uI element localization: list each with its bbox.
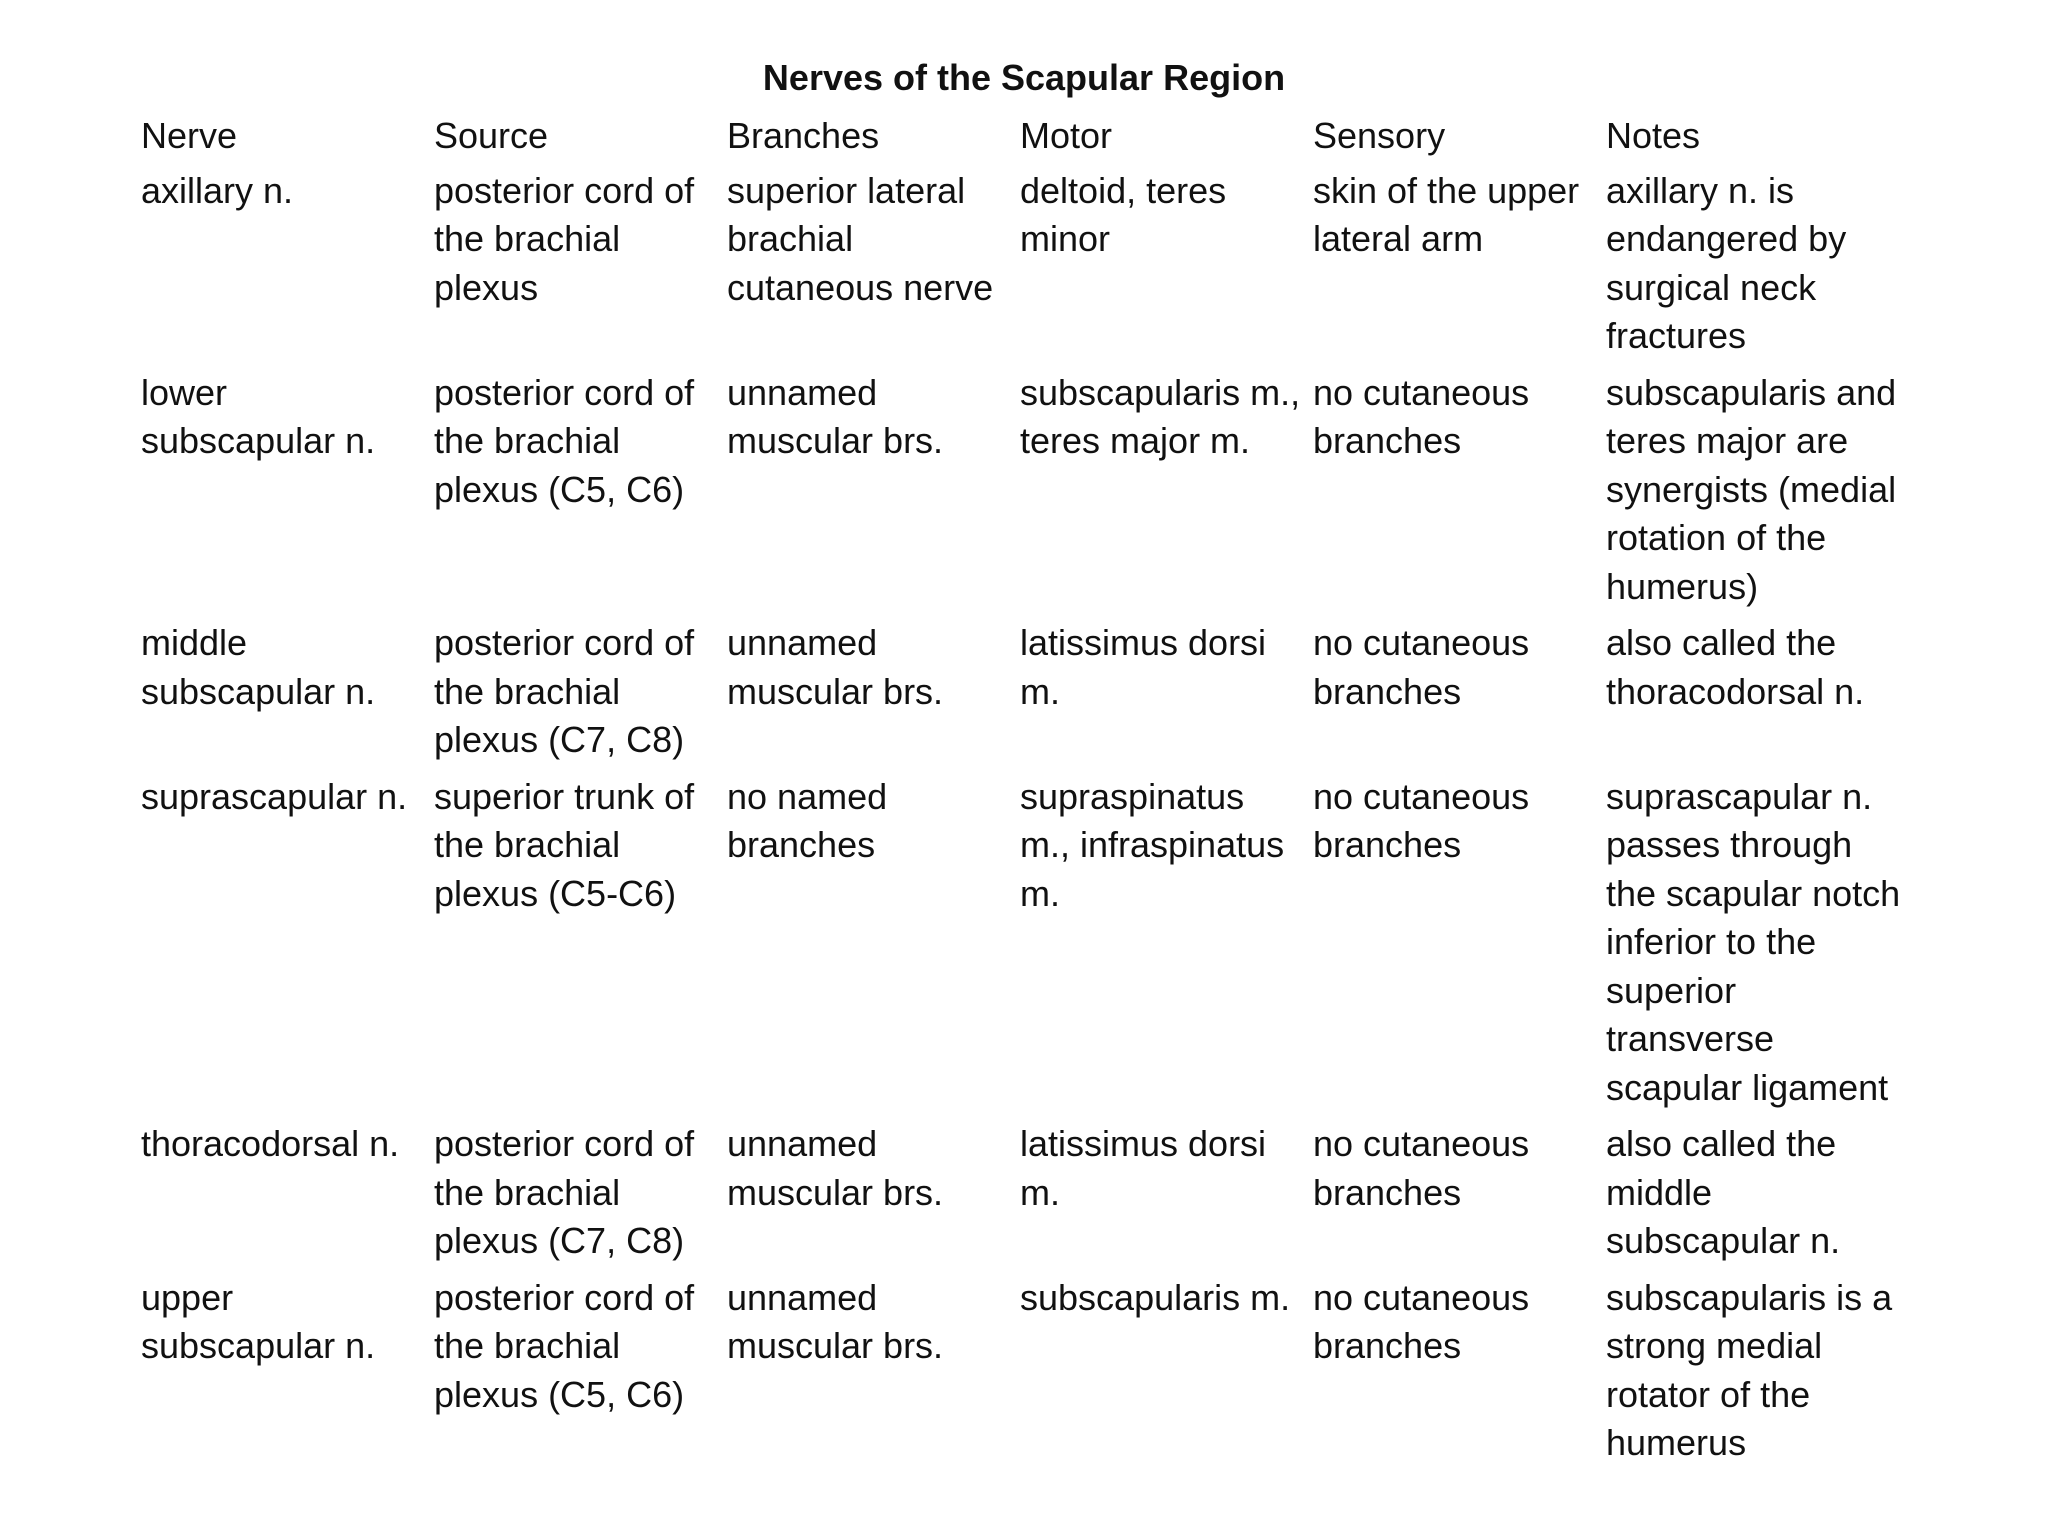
cell-notes: subscapularis and teres major are synergists (medial rotation of the humerus)	[1606, 371, 1897, 607]
cell-branches: unnamed muscular brs.	[727, 1276, 944, 1366]
column-header-sensory: Sensory	[1313, 115, 1446, 156]
cell-branches: unnamed muscular brs.	[727, 622, 944, 712]
column-header-source: Source	[434, 115, 549, 156]
cell-nerve: upper subscapular n.	[141, 1276, 376, 1366]
cell-motor: subscapularis m., teres major m.	[1020, 371, 1301, 461]
cell-branches: unnamed muscular brs.	[727, 371, 944, 461]
cell-sensory: no cutaneous branches	[1313, 371, 1530, 461]
table-row	[141, 369, 1921, 620]
table-row	[141, 1274, 1921, 1476]
cell-source: posterior cord of the brachial plexus	[434, 169, 695, 308]
cell-sensory: no cutaneous branches	[1313, 775, 1530, 865]
cell-notes: axillary n. is endangered by surgical neck fractures	[1606, 169, 1847, 356]
cell-notes: also called the thoracodorsal n.	[1606, 622, 1865, 712]
column-header-branches: Branches	[727, 115, 880, 156]
cell-source: posterior cord of the brachial plexus (C5, C6)	[434, 371, 695, 510]
cell-nerve: axillary n.	[141, 169, 294, 211]
cell-sensory: skin of the upper lateral arm	[1313, 169, 1580, 259]
table-header-row	[141, 112, 1921, 167]
cell-sensory: no cutaneous branches	[1313, 622, 1530, 712]
cell-nerve: suprascapular n.	[141, 775, 408, 817]
cell-source: posterior cord of the brachial plexus (C5, C6)	[434, 1276, 695, 1415]
cell-notes: also called the middle subscapular n.	[1606, 1123, 1841, 1261]
table-row	[141, 1120, 1921, 1274]
table-row	[141, 619, 1921, 773]
cell-source: posterior cord of the brachial plexus (C7, C8)	[434, 622, 695, 760]
page-title: Nerves of the Scapular Region	[762, 57, 1286, 98]
cell-nerve: middle subscapular n.	[141, 622, 376, 712]
table-row	[141, 167, 1921, 369]
cell-branches: superior lateral brachial cutaneous nerve	[727, 169, 994, 308]
column-header-motor: Motor	[1020, 115, 1113, 156]
column-header-nerve: Nerve	[141, 115, 238, 156]
cell-branches: no named branches	[727, 775, 888, 865]
cell-sensory: no cutaneous branches	[1313, 1276, 1530, 1366]
cell-motor: subscapularis m.	[1020, 1276, 1291, 1318]
cell-motor: deltoid, teres minor	[1020, 169, 1227, 259]
cell-nerve: thoracodorsal n.	[141, 1123, 400, 1164]
column-header-notes: Notes	[1606, 115, 1701, 156]
cell-motor: latissimus dorsi m.	[1020, 622, 1267, 712]
cell-notes: suprascapular n. passes through the scapular notch inferior to the superior transverse scapular ligament	[1606, 775, 1901, 1108]
table-row	[141, 773, 1921, 1121]
cell-notes: subscapularis is a strong medial rotator of the humerus	[1606, 1276, 1893, 1463]
cell-sensory: no cutaneous branches	[1313, 1123, 1530, 1213]
cell-motor: supraspinatus m., infraspinatus m.	[1020, 775, 1285, 914]
cell-source: posterior cord of the brachial plexus (C7, C8)	[434, 1123, 695, 1261]
cell-nerve: lower subscapular n.	[141, 371, 376, 461]
nerves-table	[141, 112, 1921, 1476]
cell-branches: unnamed muscular brs.	[727, 1123, 944, 1213]
cell-motor: latissimus dorsi m.	[1020, 1123, 1267, 1213]
cell-source: superior trunk of the brachial plexus (C5-C6)	[434, 775, 695, 914]
